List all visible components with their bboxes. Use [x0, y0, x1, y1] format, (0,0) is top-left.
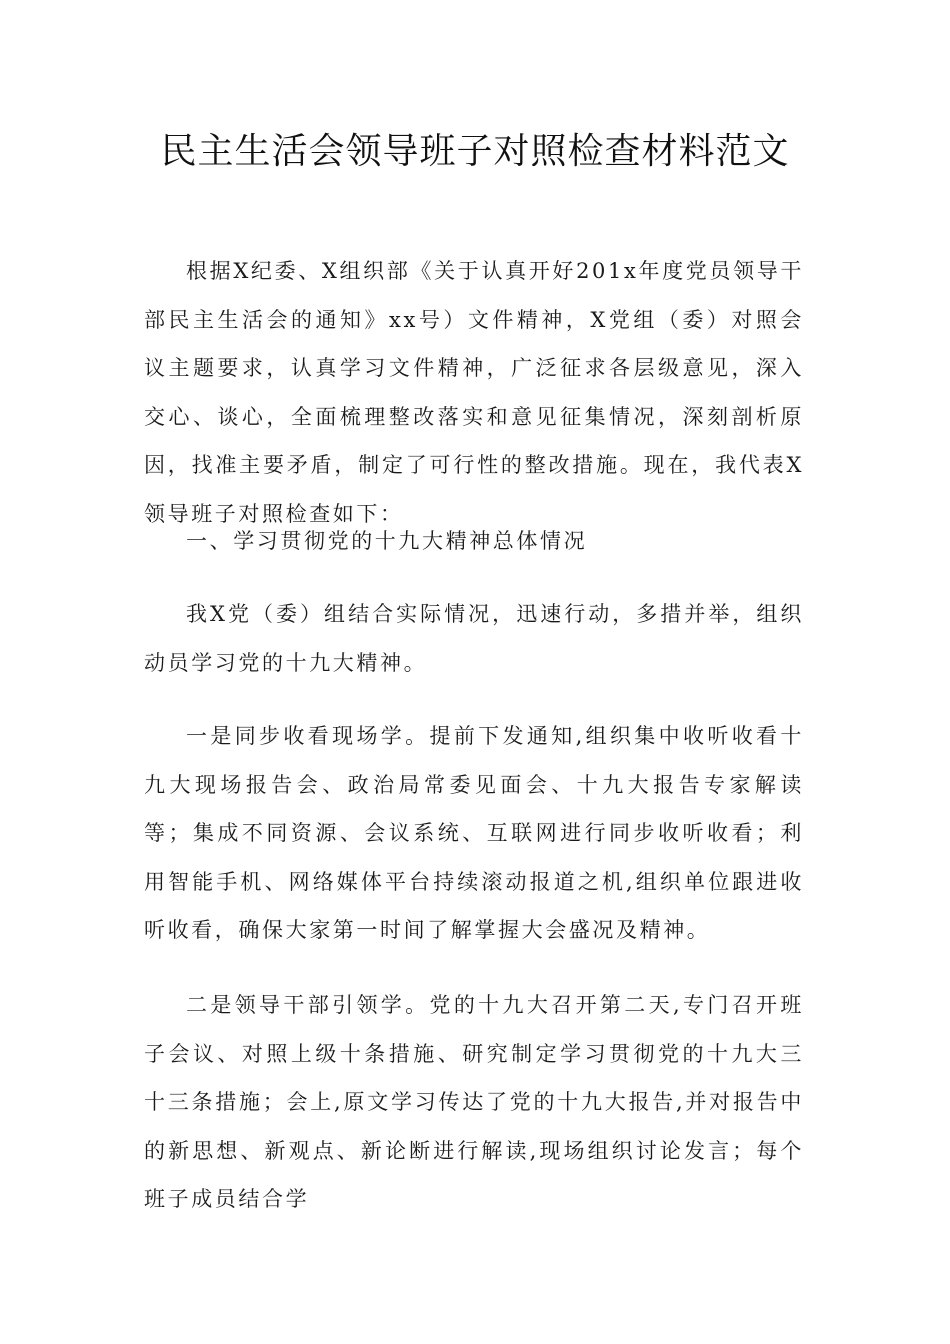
- document-title: 民主生活会领导班子对照检查材料范文: [160, 131, 790, 172]
- paragraph-intro: [144, 247, 804, 538]
- paragraph-item-one: [144, 712, 804, 955]
- paragraph-text: 我X党（委）组结合实际情况，迅速行动，多措并举，组织动员学习党的十九大精神。: [144, 602, 804, 675]
- paragraph-text: 根据X纪委、X组织部《关于认真开好201x年度党员领导干部民主生活会的通知》xx号）文件精神，X党组（委）对照会议主题要求，认真学习文件精神，广泛征求各层级意见，深入交心、谈心，全面梳理整改落实和意见征集情况，深刻剖析原因，找准主要矛盾，制定了可行性的整改措施。现在，我代表X领导班子对照检查如下：: [144, 259, 804, 526]
- paragraph-text: 二是领导干部引领学。党的十九大召开第二天,专门召开班子会议、对照上级十条措施、研究制定学习贯彻党的十九大三十三条措施；会上,原文学习传达了党的十九大报告,并对报告中的新思想、新观点、新论断进行解读,现场组织讨论发言；每个班子成员结合学: [144, 993, 804, 1211]
- section-heading: [144, 517, 804, 566]
- paragraph-text: 一是同步收看现场学。提前下发通知,组织集中收听收看十九大现场报告会、政治局常委见面会、十九大报告专家解读等；集成不同资源、会议系统、互联网进行同步收听收看；利用智能手机、网络媒体平台持续滚动报道之机,组织单位跟进收听收看，确保大家第一时间了解掌握大会盛况及精神。: [144, 724, 804, 942]
- paragraph-overview: [144, 590, 804, 687]
- section-heading-text: 一、学习贯彻党的十九大精神总体情况: [186, 529, 588, 553]
- paragraph-item-two: [144, 981, 804, 1224]
